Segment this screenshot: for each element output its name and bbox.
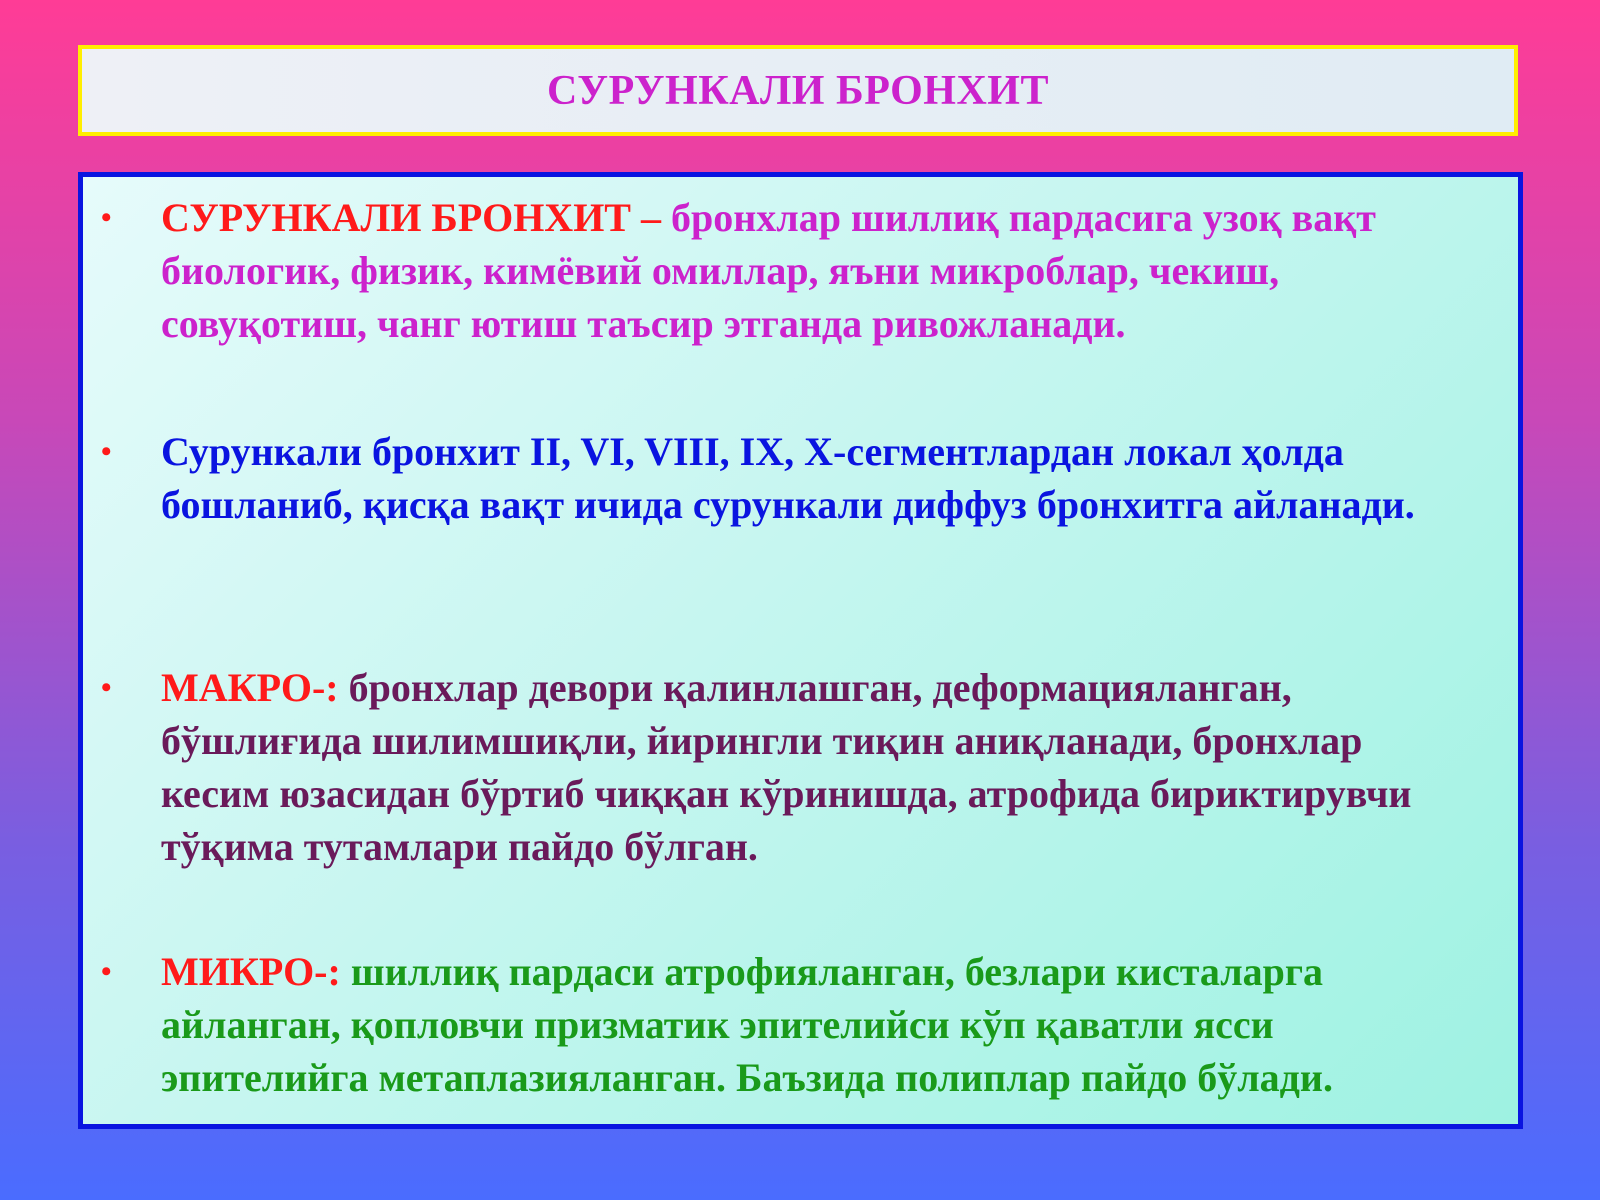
bullet-marker: •: [101, 435, 112, 468]
bullet-text: [161, 191, 1478, 350]
bullet-macro: [83, 661, 1518, 873]
bullet-marker: •: [101, 955, 112, 988]
bullet-lead: МАКРО-:: [161, 665, 349, 710]
bullet-lead: МИКРО-:: [161, 949, 351, 994]
bullet-lead: СУРУНКАЛИ БРОНХИТ –: [161, 195, 671, 240]
bullet-definition: [83, 191, 1518, 350]
title-box: [78, 45, 1518, 136]
bullet-body: бронхлар шиллиқ пардасига узоқ вақт биологик, физик, кимёвий омиллар, яъни микроблар, чекиш, совуқотиш, чанг ютиш таъсир этганда ривожланади.: [161, 195, 1376, 346]
bullet-text: [161, 945, 1478, 1104]
bullet-text: [161, 425, 1478, 531]
bullet-body: бронхлар девори қалинлашган, деформацияланган, бўшлиғида шилимшиқли, йирингли тиқин аниқланади, бронхлар кесим юзасидан бўртиб чиққан кўринишда, атрофида бириктирувчи тўқима тутамлари пайдо бўлган.: [161, 665, 1412, 869]
bullet-body: Сурункали бронхит II, VI, VIII, IX, X-сегментлардан локал ҳолда бошланиб, қисқа вақт ичида сурункали диффуз бронхитга айланади.: [161, 429, 1415, 527]
slide-title: СУРУНКАЛИ БРОНХИТ: [547, 67, 1049, 114]
bullet-marker: •: [101, 201, 112, 234]
bullet-segments: [83, 425, 1518, 531]
bullet-text: [161, 661, 1478, 873]
bullet-micro: [83, 945, 1518, 1104]
content-box: [78, 172, 1523, 1129]
bullet-body: шиллиқ пардаси атрофияланган, безлари кисталарга айланган, қопловчи призматик эпителийси кўп қаватли ясси эпителийга метаплазияланган. Баъзида полиплар пайдо бўлади.: [161, 949, 1333, 1100]
bullet-marker: •: [101, 671, 112, 704]
